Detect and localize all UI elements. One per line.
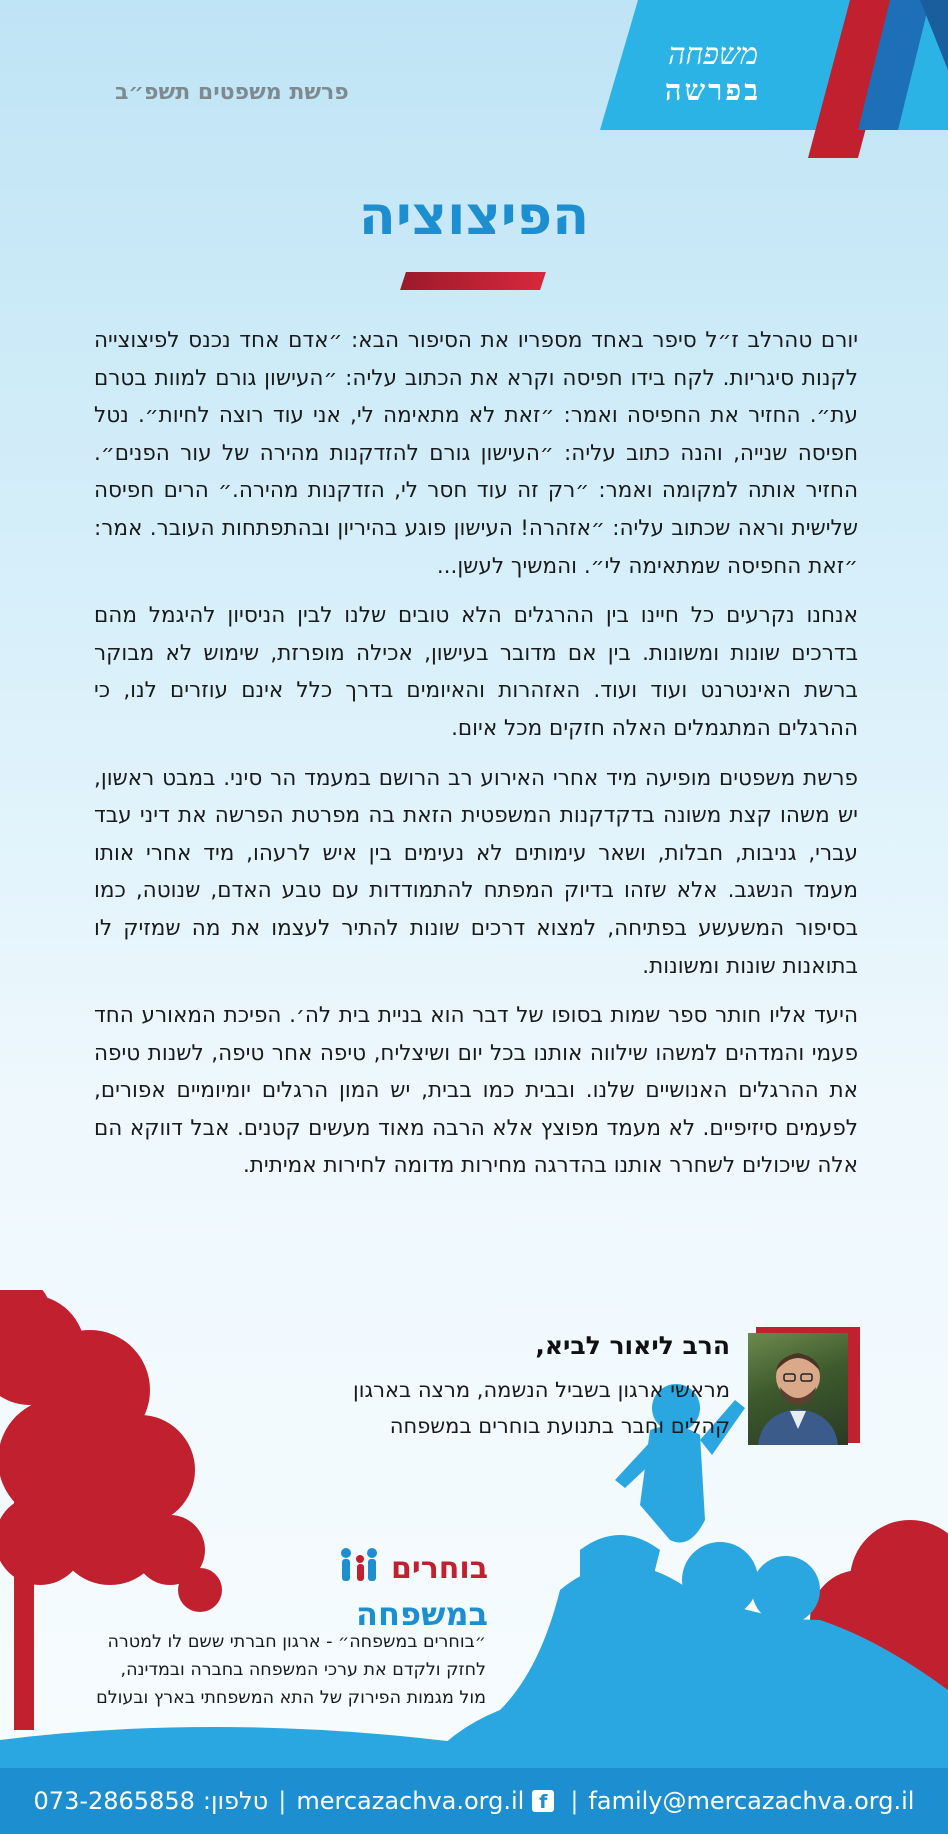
paragraph-2: אנחנו נקרעים כל חיינו בין ההרגלים הלא טובים שלנו לבין הניסיון להיגמל מהם בדרכים שונות ומשונות. בין אם מדובר בעישון, אכילה מופרזת, שימוש לא מבוקר ברשת האינטרנט ועוד ועוד. האזהרות והאיומים בדרך כלל אינם עוזרים לנו, כי ההרגלים המתגמלים האלה חזקים מכל איום. <box>94 603 858 741</box>
facebook-icon[interactable]: f <box>532 1790 554 1812</box>
org-logo-line2: במשפחה <box>356 1595 488 1633</box>
family-logo-icon <box>336 1545 380 1595</box>
org-desc-line1: ״בוחרים במשפחה״ - ארגון חברתי ששם לו למטרה <box>107 1632 486 1652</box>
author-photo <box>748 1327 852 1443</box>
separator: | <box>278 1787 287 1815</box>
author-role-line2: קהלים וחבר בתנועת בוחרים במשפחה <box>389 1414 730 1438</box>
brand-logo <box>628 37 798 107</box>
org-description <box>54 1628 486 1712</box>
title-underline <box>400 272 546 290</box>
org-logo-line1: בוחרים <box>391 1551 488 1586</box>
author-photo-image <box>748 1333 848 1445</box>
phone-label: טלפון: <box>202 1787 269 1815</box>
article-body <box>94 322 858 1197</box>
brand-banner <box>600 0 948 158</box>
website-link[interactable]: mercazachva.org.il <box>296 1787 525 1815</box>
phone-group <box>34 1787 269 1815</box>
paragraph-4: היעד אליו חותר ספר שמות בסופו של דבר הוא בניית בית לה׳. הפיכת המאורע החד פעמי והמדהים למשהו שילווה אותנו בכל יום ושיצליח, טיפה אחר טיפה, לשנות טיפה את ההרגלים האנושיים שלנו. ובבית כמו בבית, יש המון הרגלים יומיומיים אפורים, לפעמים סיזיפיים. לא מעמד מפוצץ אלא הרבה מאוד מעשים קטנים. אבל דווקא הם אלה שיכולים לשחרר אותנו בהדרגה מחירות מדומה לחירות אמיתית. <box>94 1003 858 1179</box>
page-title: הפיצוציה <box>358 184 590 247</box>
org-desc-line3: מול מגמות הפירוק של התא המשפחתי בארץ ובעולם <box>96 1688 486 1708</box>
author-role <box>270 1372 730 1444</box>
paragraph-3: פרשת משפטים מופיעה מיד אחרי האירוע רב הרושם במעמד הר סיני. במבט ראשון, יש משהו קצת משונה בדקדקנות המשפטית הזאת בה מפרטת הפרשה את דיני עבד עברי, גניבות, חבלות, ושאר עימותים לא נעימים בין איש לרעהו, מיד אחרי אותו מעמד הנשגב. אלא שזהו בדיוק המפתח להתמודדות עם טבע האדם, שנוטה, כמו בסיפור המשעשע בפתיחה, למצוא דרכים שונות להתיר לעצמו את מה שמזיק לו בתואנות שונות ומשונות. <box>94 765 858 979</box>
separator: | <box>570 1787 579 1815</box>
contact-footer <box>0 1768 948 1834</box>
brand-line1: משפחה <box>667 37 759 72</box>
phone-number[interactable]: 073-2865858 <box>33 1787 195 1815</box>
author-role-line1: מראשי ארגון בשביל הנשמה, מרצה בארגון <box>353 1378 730 1402</box>
parasha-label: פרשת משפטים תשפ״ב <box>115 80 349 105</box>
brand-line2: בפרשה <box>664 73 762 107</box>
author-name: הרב ליאור לביא, <box>535 1331 730 1360</box>
org-desc-line2: לחזק ולקדם את ערכי המשפחה בחברה ובמדינה, <box>120 1660 486 1680</box>
email-link[interactable]: family@mercazachva.org.il <box>588 1787 915 1815</box>
paragraph-1: יורם טהרלב ז״ל סיפר באחד מספריו את הסיפור הבא: ״אדם אחד נכנס לפיצוצייה לקנות סיגריות. לקח בידו חפיסה וקרא את הכתוב עליה: ״העישון גורם למוות בטרם עת״. החזיר את החפיסה ואמר: ״זאת לא מתאימה לי, אני עוד רוצה לחיות״. נטל חפיסה שנייה, והנה כתוב עליה: ״העישון גורם להזדקנות מהירה של עור הפנים״. החזיר אותה למקומה ואמר: ״רק זה עוד חסר לי, הזדקנות מהירה.״ הרים חפיסה שלישית וראה שכתוב עליה: ״אזהרה! העישון פוגע בהיריון ובהתפתחות העובר. אמר: ״זאת החפיסה שמתאימה לי״. והמשיך לעשן... <box>94 328 858 579</box>
